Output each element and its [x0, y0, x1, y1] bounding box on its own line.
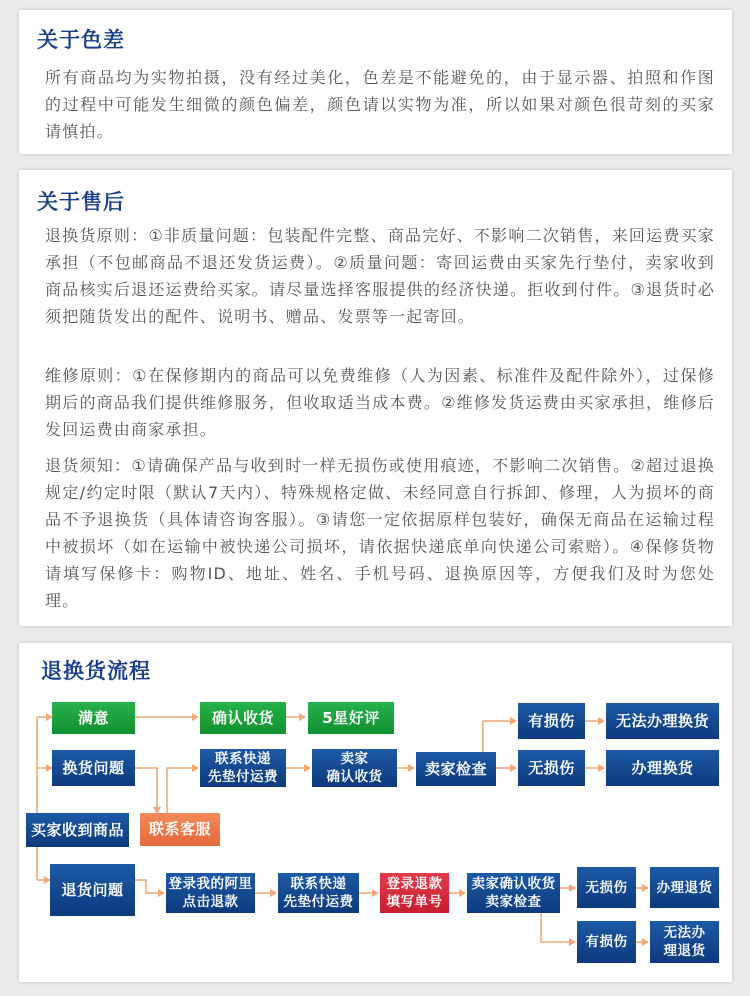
contact-express-box-2: 联系快递 先垫付运费 [278, 873, 359, 913]
undamaged-box-2: 无损伤 [577, 867, 636, 908]
contact-service-box: 联系客服 [140, 813, 220, 846]
after-sale-title: 关于售后 [37, 190, 125, 214]
contact-express-box-1: 联系快递 先垫付运费 [200, 749, 286, 787]
exchange-issue-box: 换货问题 [52, 750, 135, 786]
return-issue-box: 退货问题 [50, 864, 135, 916]
damaged-box-2: 有损伤 [577, 921, 636, 963]
color-difference-text: 所有商品均为实物拍摄，没有经过美化，色差是不能避免的，由于显示器、拍照和作图的过程中可能发生细微的颜色偏差，颜色请以实物为准，所以如果对颜色很苛刻的买家请慎拍。 [45, 68, 715, 141]
return-principle-text: 退换货原则：①非质量问题：包装配件完整、商品完好、不影响二次销售，来回运费买家承担（不包邮商品不退还发货运费）。②质量问题：寄回运费由买家先行垫付，卖家收到商品核实后退还运费给买家。请尽量选择客服提供的经济快递。拒收到付件。③退货时必须把随货发出的配件、说明书、赠品、发票等一起寄回。 [45, 226, 715, 326]
seller-confirm-box: 卖家 确认收货 [312, 749, 397, 787]
damaged-box-1: 有损伤 [518, 703, 585, 739]
do-exchange-box: 办理换货 [606, 750, 719, 786]
login-refund-box: 登录我的阿里 点击退款 [166, 873, 255, 913]
confirm-receipt-box: 确认收货 [200, 702, 286, 734]
login-fill-tracking-box: 登录退款 填写单号 [380, 873, 449, 913]
undamaged-box-1: 无损伤 [518, 750, 585, 786]
cannot-return-box: 无法办 理退货 [650, 921, 719, 963]
satisfied-box: 满意 [52, 702, 135, 734]
buyer-received-box: 买家收到商品 [26, 813, 129, 847]
cannot-exchange-box: 无法办理换货 [606, 703, 719, 739]
seller-confirm-check-box: 卖家确认收货 卖家检查 [467, 873, 560, 913]
color-difference-title: 关于色差 [37, 28, 125, 52]
five-star-review-box: 5星好评 [308, 702, 394, 734]
repair-principle-text: 维修原则：①在保修期内的商品可以免费维修（人为因素、标准件及配件除外），过保修期后的商品我们提供维修服务，但收取适当成本费。②维修发货运费由买家承担，维修后发回运费由商家承担。 [45, 366, 715, 439]
return-notice-text: 退货须知：①请确保产品与收到时一样无损伤或使用痕迹，不影响二次销售。②超过退换规定/约定时限（默认7天内）、特殊规格定做、未经同意自行拆卸、修理，人为损坏的商品不予退换货（具体请咨询客服）。③请您一定依据原样包装好，确保无商品在运输过程中被损坏（如在运输中被快递公司损坏，请依据快递底单向快递公司索赔）。④保修货物请填写保修卡：购物ID、地址、姓名、手机号码、退换原因等，方便我们及时为您处理。 [45, 456, 715, 610]
do-return-box: 办理退货 [650, 867, 719, 908]
return-flow-title: 退换货流程 [41, 659, 151, 683]
seller-check-box: 卖家检查 [416, 752, 496, 786]
